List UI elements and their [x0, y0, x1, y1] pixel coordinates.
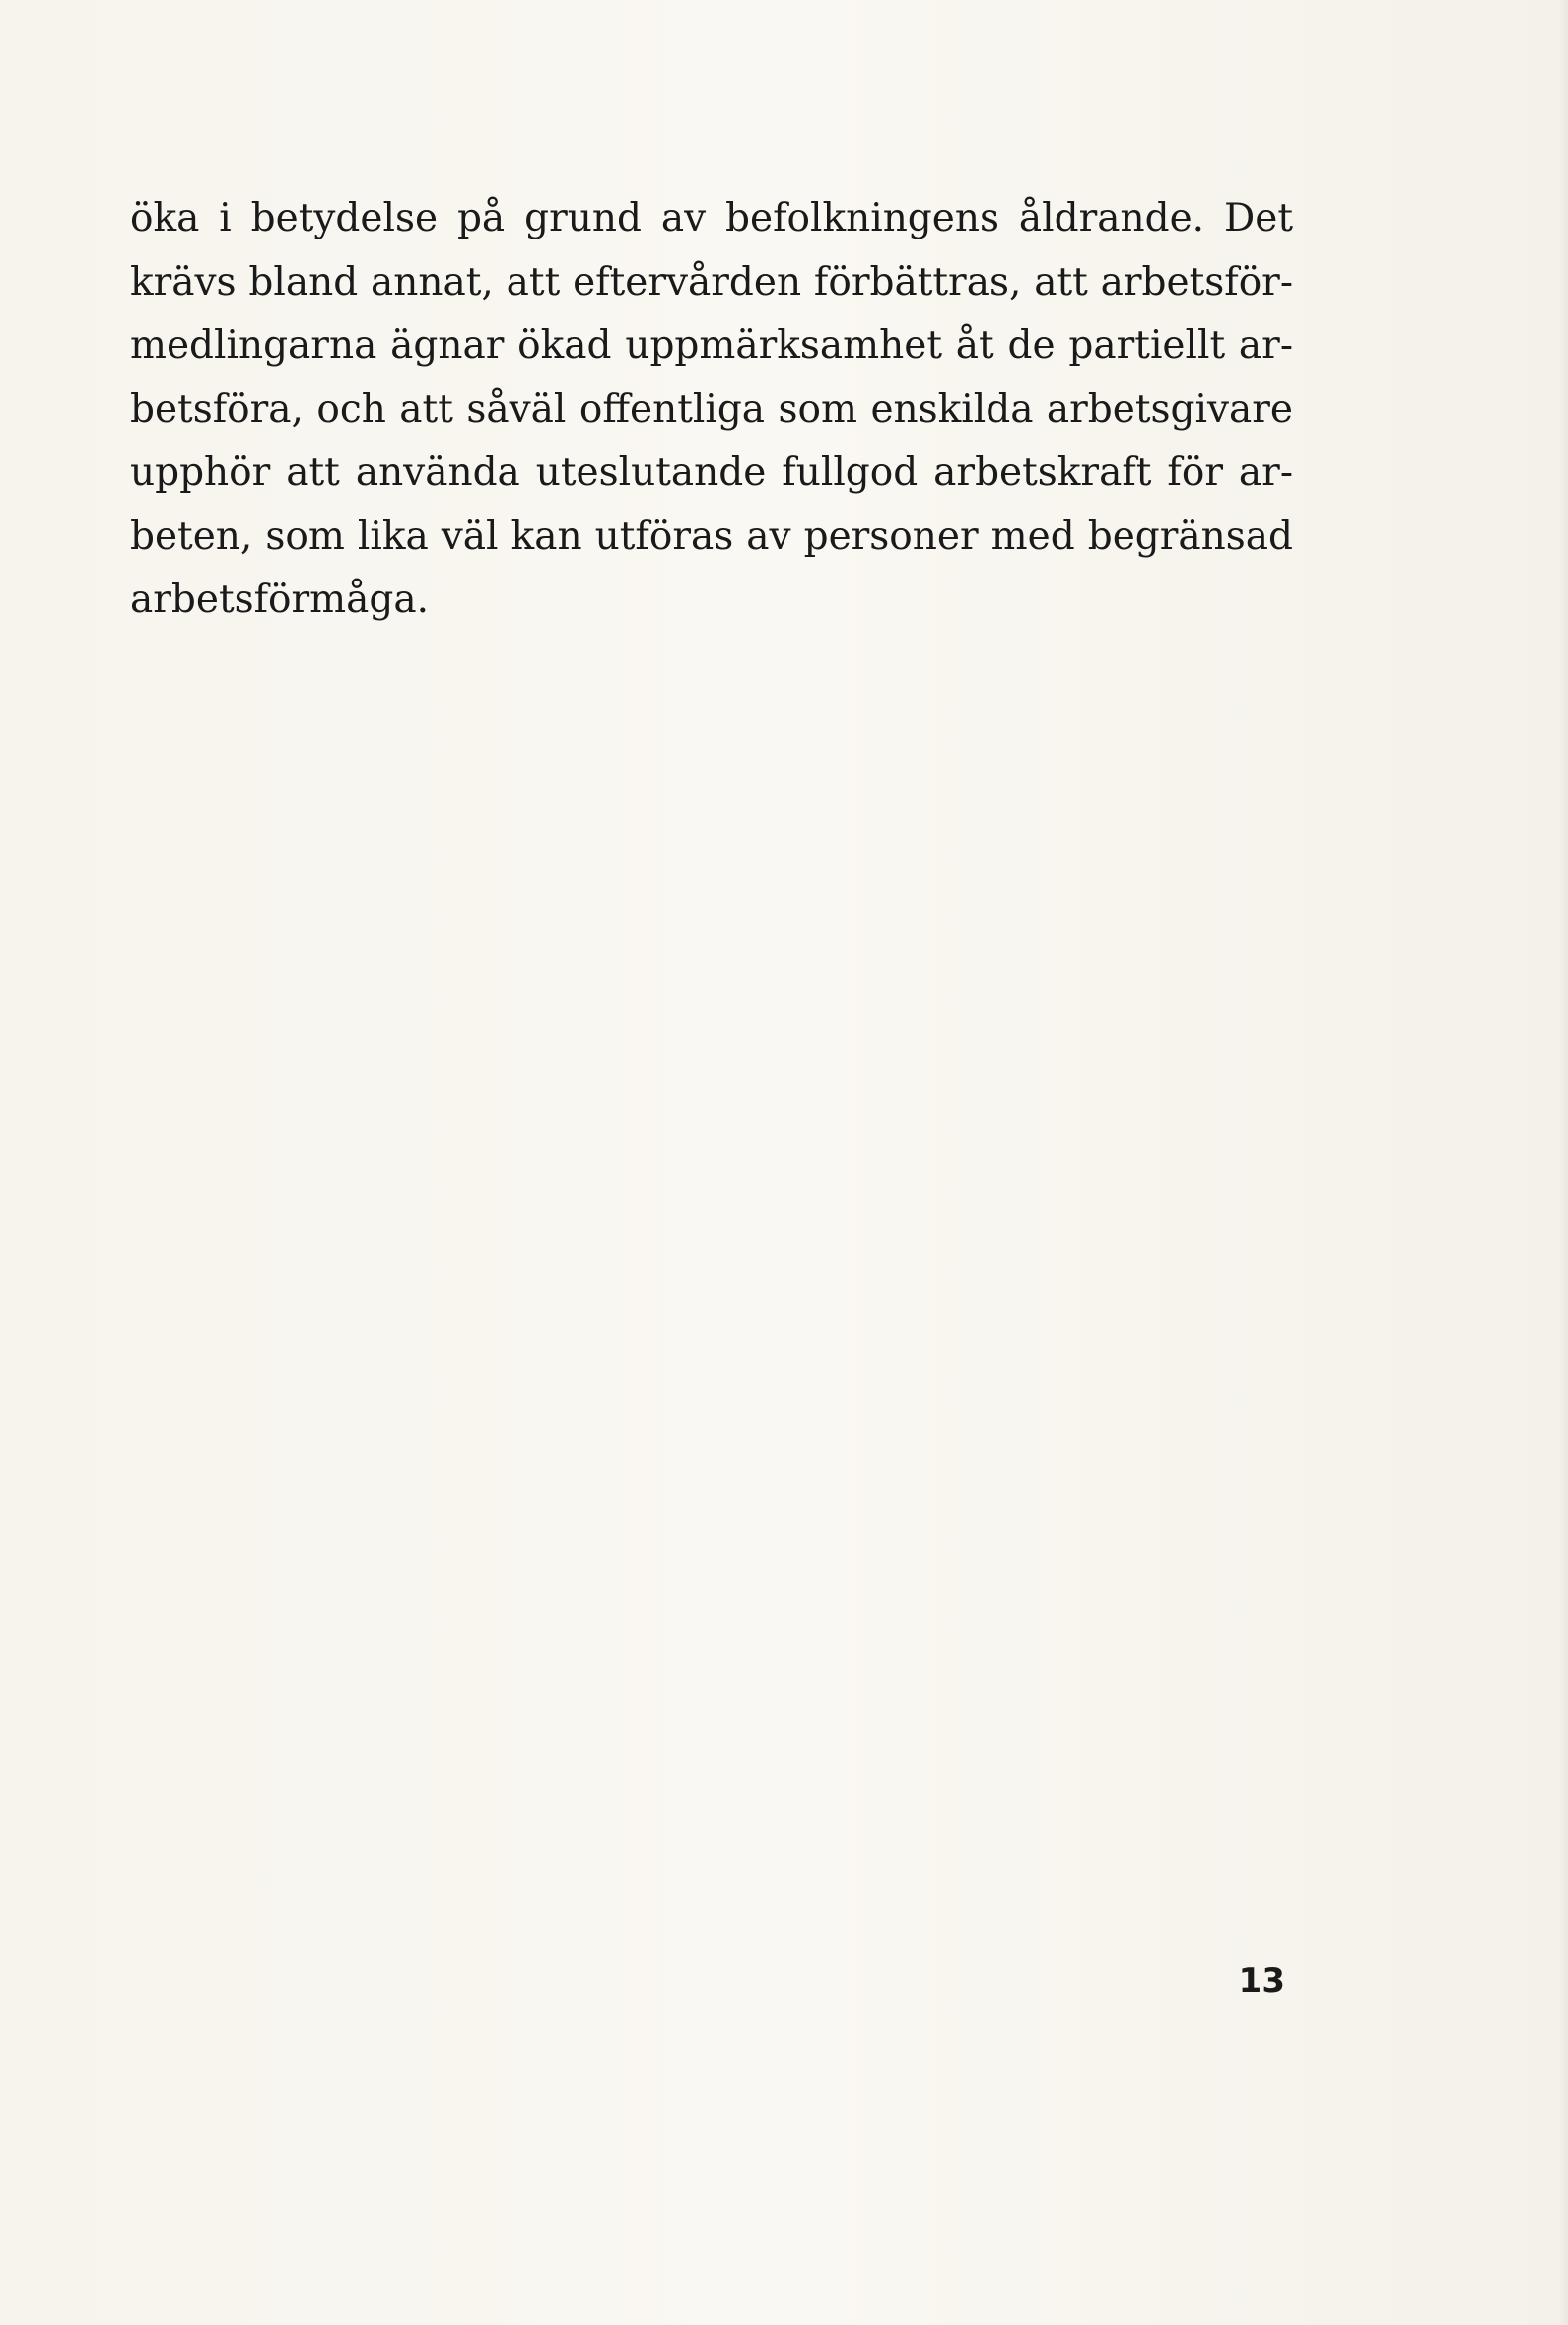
paragraph-line: arbetsförmåga.: [130, 578, 430, 622]
page-number: 13: [1238, 1961, 1285, 2001]
paragraph-line: krävs bland annat, att eftervården förbättras, att arbetsför-: [130, 259, 1293, 305]
page-edge-shadow: [1558, 0, 1568, 2325]
paragraph-line: betsföra, och att såväl offentliga som enskilda arbetsgivare: [130, 386, 1293, 432]
paragraph-line: beten, som lika väl kan utföras av personer med begränsad: [130, 513, 1293, 559]
body-paragraph: [130, 187, 1293, 633]
paragraph-line: medlingarna ägnar ökad uppmärksamhet åt de partiellt ar-: [130, 323, 1293, 368]
paragraph-line: upphör att använda uteslutande fullgod arbetskraft för ar-: [130, 450, 1293, 495]
paragraph-line: öka i betydelse på grund av befolkningens åldrande. Det: [130, 196, 1293, 240]
